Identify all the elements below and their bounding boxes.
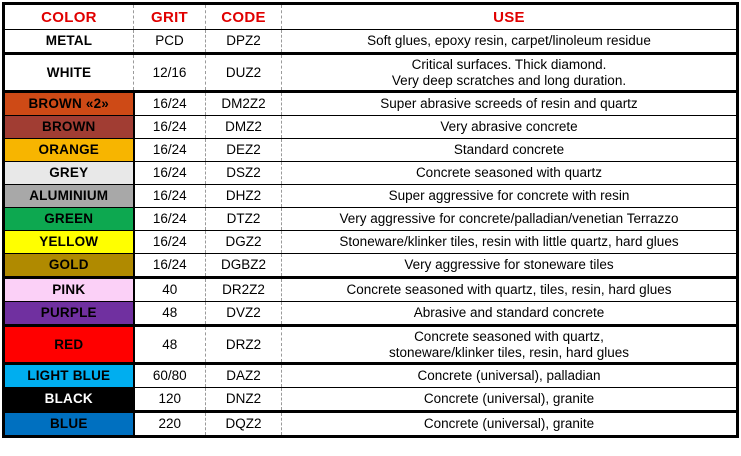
use-cell: Soft glues, epoxy resin, carpet/linoleum residue — [282, 30, 738, 54]
use-cell: Abrasive and standard concrete — [282, 302, 738, 326]
grit-cell: PCD — [134, 30, 206, 54]
code-cell: DUZ2 — [206, 54, 282, 92]
code-cell: DGZ2 — [206, 231, 282, 254]
use-cell: Very abrasive concrete — [282, 116, 738, 139]
table-body — [4, 30, 738, 437]
table-row — [4, 278, 738, 302]
grit-cell: 60/80 — [134, 364, 206, 388]
table-row — [4, 326, 738, 364]
table-row — [4, 116, 738, 139]
color-cell: PURPLE — [4, 302, 134, 326]
grit-cell: 16/24 — [134, 231, 206, 254]
use-cell: Standard concrete — [282, 139, 738, 162]
color-cell: WHITE — [4, 54, 134, 92]
code-cell: DPZ2 — [206, 30, 282, 54]
column-header-code: CODE — [206, 4, 282, 30]
use-cell: Stoneware/klinker tiles, resin with little quartz, hard glues — [282, 231, 738, 254]
table-row — [4, 388, 738, 412]
use-cell: Concrete (universal), palladian — [282, 364, 738, 388]
code-cell: DEZ2 — [206, 139, 282, 162]
table-row — [4, 208, 738, 231]
table-header — [4, 4, 738, 30]
use-cell: Super aggressive for concrete with resin — [282, 185, 738, 208]
column-header-color: COLOR — [41, 8, 97, 26]
table-row — [4, 364, 738, 388]
grit-cell: 120 — [134, 388, 206, 412]
color-cell: PINK — [4, 278, 134, 302]
use-cell: Super abrasive screeds of resin and quartz — [282, 92, 738, 116]
color-cell: GREEN — [4, 208, 134, 231]
grit-cell: 48 — [134, 326, 206, 364]
column-header-grit: GRIT — [134, 4, 206, 30]
table-row — [4, 30, 738, 54]
use-cell: Very aggressive for concrete/palladian/venetian Terrazzo — [282, 208, 738, 231]
table-row — [4, 162, 738, 185]
code-cell: DMZ2 — [206, 116, 282, 139]
grit-cell: 16/24 — [134, 162, 206, 185]
color-cell: BROWN — [4, 116, 134, 139]
header-row — [4, 4, 738, 30]
code-cell: DR2Z2 — [206, 278, 282, 302]
grit-cell: 16/24 — [134, 139, 206, 162]
table-row — [4, 231, 738, 254]
grit-cell: 16/24 — [134, 116, 206, 139]
color-cell: BLACK — [4, 388, 134, 412]
table-row — [4, 254, 738, 278]
code-cell: DTZ2 — [206, 208, 282, 231]
grit-color-table — [2, 2, 739, 438]
use-cell: Concrete seasoned with quartz — [282, 162, 738, 185]
table-row — [4, 412, 738, 437]
grit-cell: 16/24 — [134, 254, 206, 278]
code-cell: DVZ2 — [206, 302, 282, 326]
code-cell: DAZ2 — [206, 364, 282, 388]
code-cell: DRZ2 — [206, 326, 282, 364]
grit-cell: 16/24 — [134, 208, 206, 231]
grit-cell: 16/24 — [134, 92, 206, 116]
table-row — [4, 92, 738, 116]
code-cell: DQZ2 — [206, 412, 282, 437]
color-cell: LIGHT BLUE — [4, 364, 134, 388]
code-cell: DM2Z2 — [206, 92, 282, 116]
color-cell: BLUE — [4, 412, 134, 437]
color-cell: ORANGE — [4, 139, 134, 162]
use-cell: Very aggressive for stoneware tiles — [282, 254, 738, 278]
grit-cell: 220 — [134, 412, 206, 437]
color-cell: ALUMINIUM — [4, 185, 134, 208]
table-row — [4, 302, 738, 326]
code-cell: DNZ2 — [206, 388, 282, 412]
code-cell: DHZ2 — [206, 185, 282, 208]
color-cell: RED — [4, 326, 134, 364]
grit-cell: 40 — [134, 278, 206, 302]
grit-cell: 12/16 — [134, 54, 206, 92]
color-cell: GREY — [4, 162, 134, 185]
use-cell: Critical surfaces. Thick diamond. Very deep scratches and long duration. — [282, 54, 738, 92]
table-row — [4, 54, 738, 92]
table-row — [4, 139, 738, 162]
color-cell: GOLD — [4, 254, 134, 278]
use-cell: Concrete (universal), granite — [282, 412, 738, 437]
code-cell: DGBZ2 — [206, 254, 282, 278]
table-row — [4, 185, 738, 208]
color-cell: BROWN «2» — [4, 92, 134, 116]
use-cell: Concrete seasoned with quartz, tiles, resin, hard glues — [282, 278, 738, 302]
grit-cell: 16/24 — [134, 185, 206, 208]
column-header-use: USE — [282, 4, 738, 30]
color-cell: METAL — [4, 30, 134, 54]
color-cell: YELLOW — [4, 231, 134, 254]
code-cell: DSZ2 — [206, 162, 282, 185]
use-cell: Concrete seasoned with quartz, stoneware/klinker tiles, resin, hard glues — [282, 326, 738, 364]
use-cell: Concrete (universal), granite — [282, 388, 738, 412]
grit-cell: 48 — [134, 302, 206, 326]
